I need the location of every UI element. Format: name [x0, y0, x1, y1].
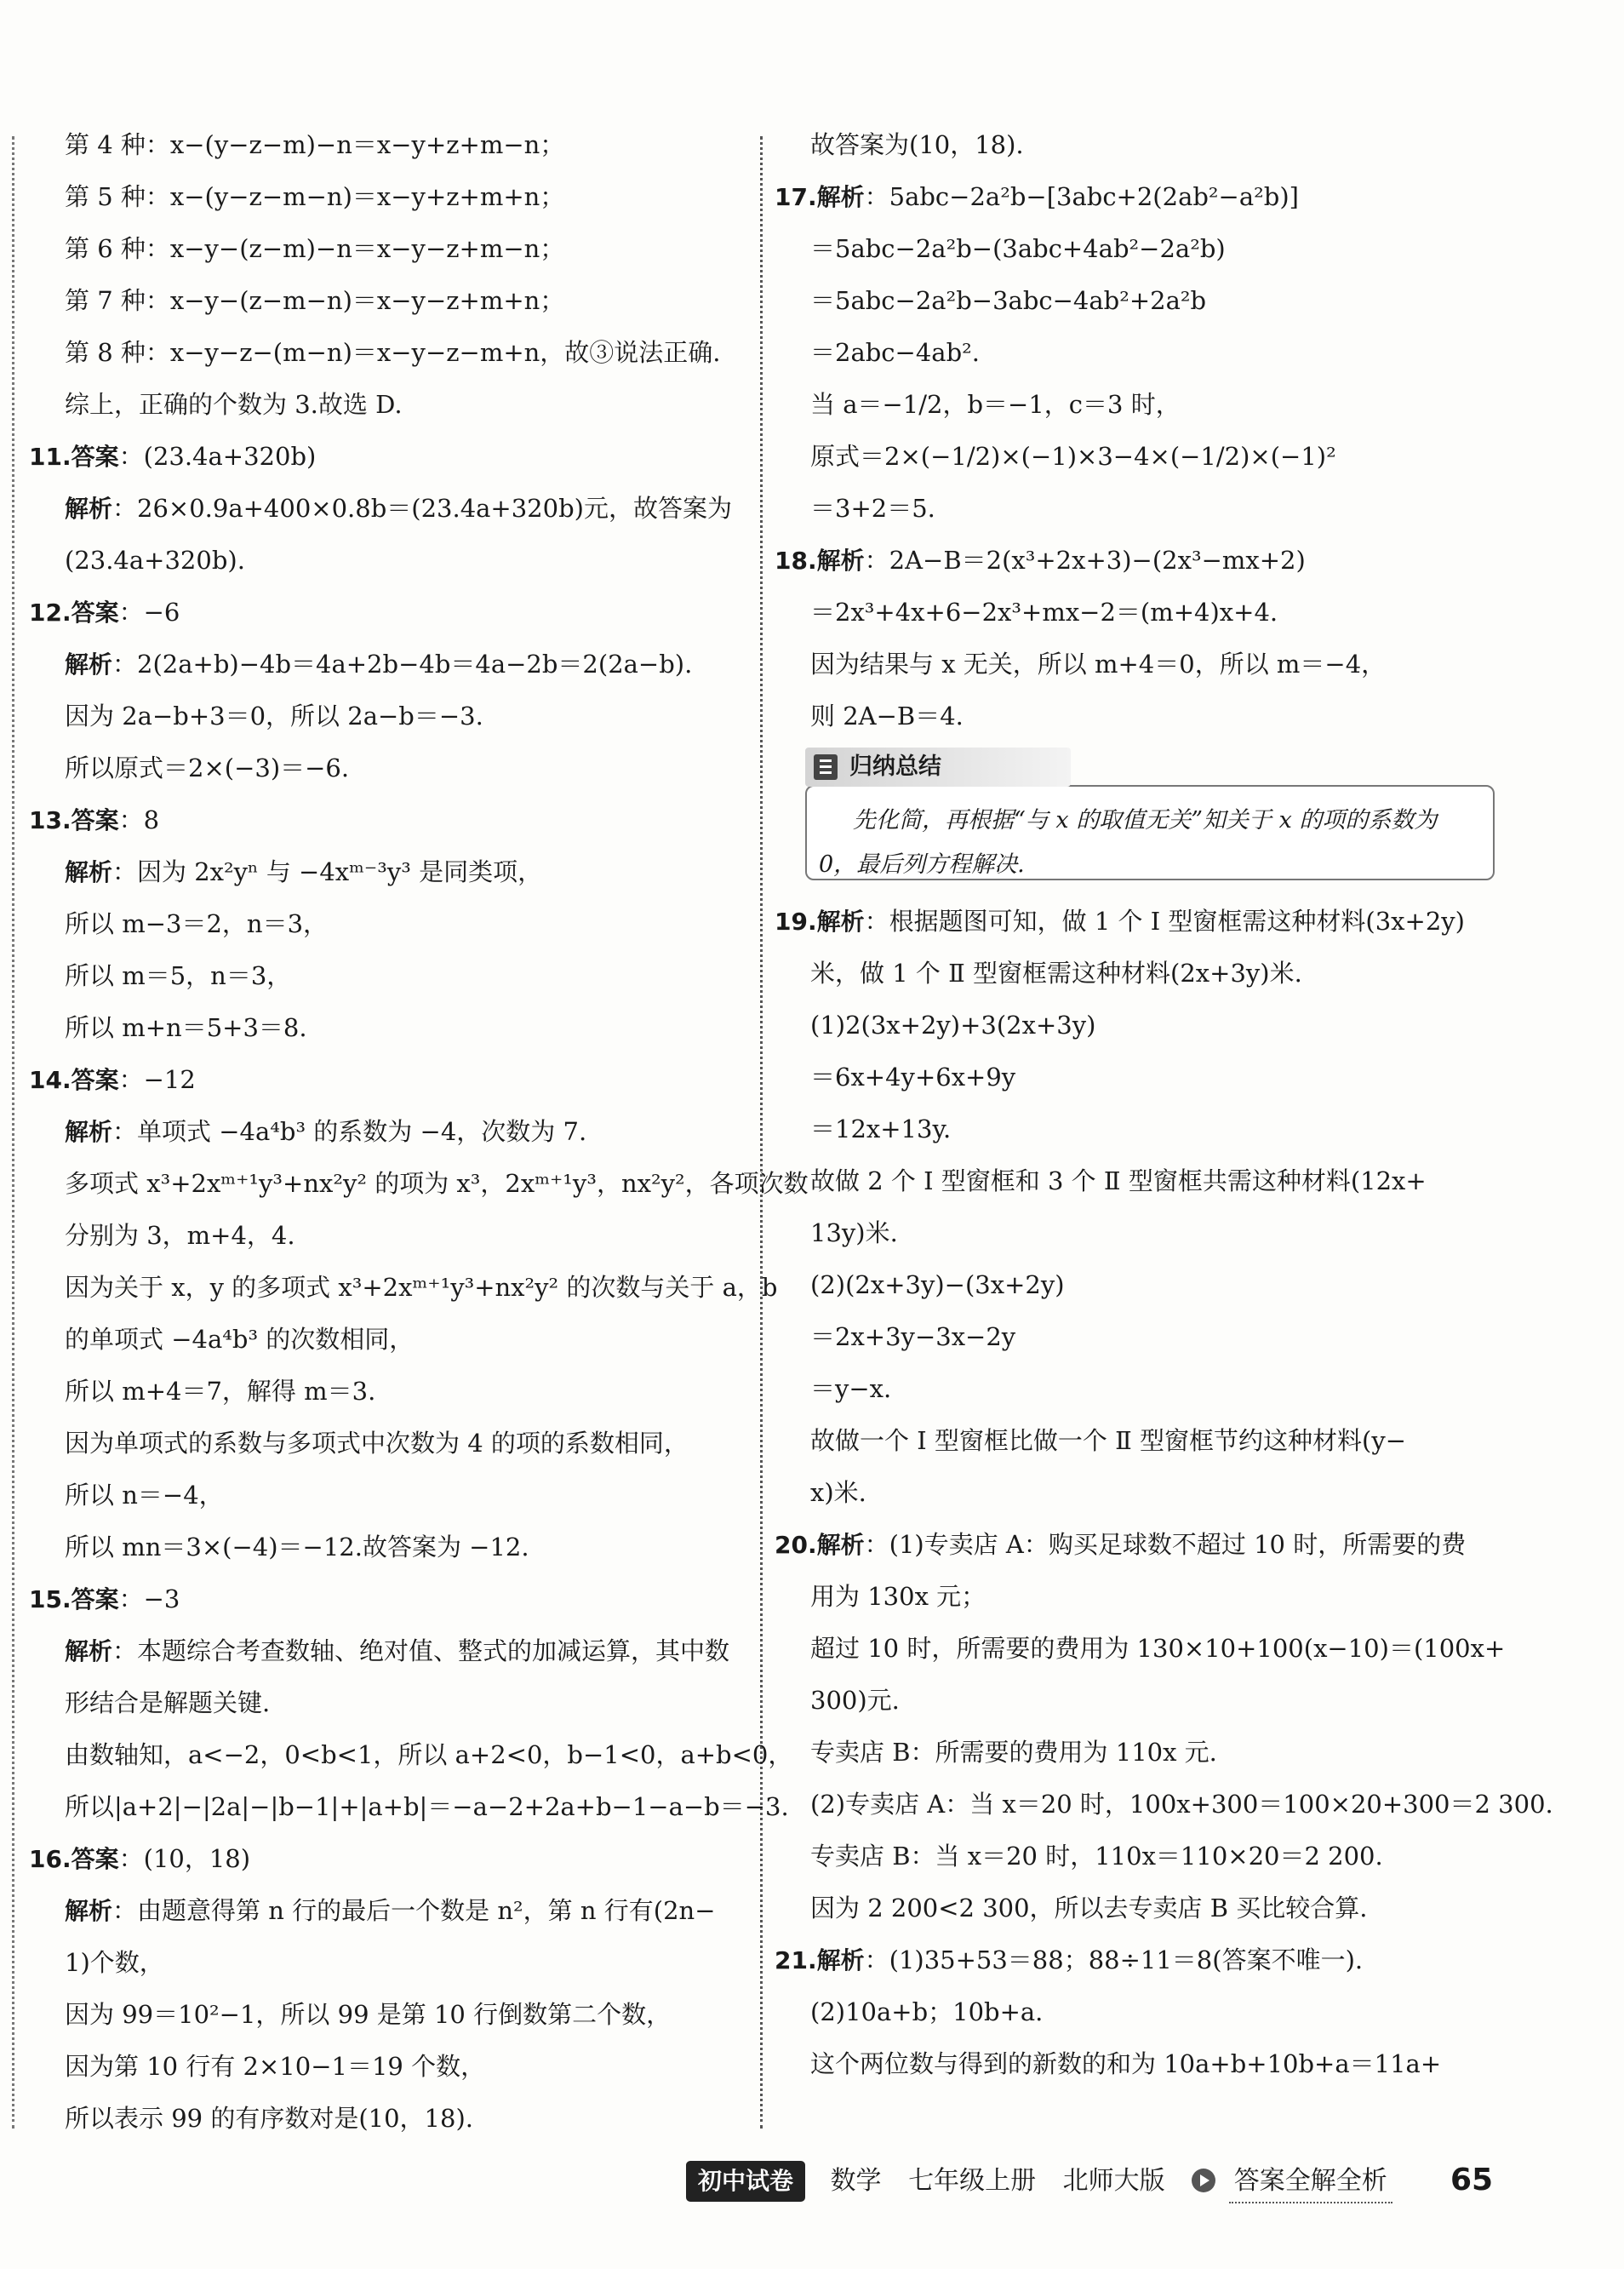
line-text: 故做一个 Ⅰ 型窗框比做一个 Ⅱ 型窗框节约这种材料(y−	[810, 1426, 1407, 1455]
right-a-line	[775, 587, 1490, 639]
right-a-line	[775, 275, 1490, 327]
page-number: 65	[1450, 2163, 1494, 2197]
left-line	[29, 1210, 752, 1262]
left-line	[29, 950, 752, 1002]
left-line	[29, 1937, 752, 1989]
line-text: ：2(2a+b)−4b＝4a+2b−4b＝4a−2b＝2(2a−b).	[112, 650, 693, 679]
right-b-line	[775, 1623, 1506, 1675]
answer-label: 答案	[71, 443, 119, 471]
left-line	[29, 2041, 752, 2093]
line-text: ＝2x+3y−3x−2y	[810, 1322, 1016, 1351]
play-arrow-icon	[1192, 2169, 1215, 2192]
right-b-line	[775, 948, 1490, 1000]
line-text: x)米.	[810, 1478, 866, 1507]
line-text: 专卖店 B：当 x＝20 时，110x＝110×20＝2 200.	[810, 1842, 1383, 1871]
left-line	[29, 1885, 752, 1937]
right-b-line	[775, 896, 1490, 948]
right-column	[775, 119, 1553, 2090]
line-text: ：(10，18)	[118, 1844, 251, 1873]
line-text: ：(1)专卖店 A：购买足球数不超过 10 时，所需要的费	[864, 1530, 1467, 1559]
line-text: (2)(2x+3y)−(3x+2y)	[810, 1270, 1065, 1299]
line-text: ：5abc−2a²b−[3abc+2(2ab²−a²b)]	[864, 182, 1299, 211]
left-line	[29, 742, 752, 794]
question-number: 11.	[29, 443, 71, 471]
right-b-line	[775, 1415, 1490, 1467]
line-text: 第 4 种：x−(y−z−m)−n＝x−y+z+m−n；	[65, 130, 565, 159]
right-a-line	[775, 171, 1490, 223]
left-line	[29, 1573, 752, 1625]
footer-tag: 答案全解全析	[1229, 2161, 1392, 2203]
right-b-line	[775, 1103, 1490, 1155]
right-a-line	[775, 690, 1490, 742]
right-a-line	[775, 223, 1490, 275]
left-line	[29, 327, 752, 379]
left-line	[29, 1781, 789, 1833]
line-text: 因为 2 200<2 300，所以去专卖店 B 买比较合算.	[810, 1894, 1368, 1922]
left-line	[29, 1470, 752, 1521]
answer-label: 解析	[816, 183, 865, 211]
question-number: 19.	[775, 908, 817, 936]
line-text: 300)元.	[810, 1686, 900, 1715]
answer-label: 答案	[71, 1585, 119, 1613]
line-text: 米，做 1 个 Ⅱ 型窗框需这种材料(2x+3y)米.	[810, 959, 1302, 988]
right-b-line	[775, 1727, 1490, 1779]
left-line	[29, 1833, 752, 1885]
left-line	[29, 1054, 752, 1106]
question-number: 15.	[29, 1585, 71, 1613]
line-text: 所以|a+2|−|2a|−|b−1|+|a+b|＝−a−2+2a+b−1−a−b＝−3.	[65, 1792, 789, 1821]
left-edge-dotted-line	[12, 136, 14, 2129]
line-text: 因为关于 x，y 的多项式 x³+2xᵐ⁺¹y³+nx²y² 的次数与关于 a，b	[65, 1273, 778, 1302]
line-text: 所以 m−3＝2，n＝3，	[65, 909, 329, 938]
page-footer	[686, 2161, 1486, 2202]
right-b-line	[775, 1934, 1490, 1986]
question-number: 18.	[775, 547, 817, 575]
left-line	[29, 1729, 793, 1781]
summary-line-1: 先化简，再根据“与 x 的取值无关”知关于 x 的项的系数为	[853, 807, 1438, 834]
right-a-line	[775, 431, 1490, 483]
right-a-line	[775, 119, 1490, 171]
answer-label: 答案	[71, 599, 119, 627]
line-text: 因为 99＝10²−1，所以 99 是第 10 行倒数第二个数，	[65, 2000, 672, 2029]
line-text: 超过 10 时，所需要的费用为 130×10+100(x−10)＝(100x+	[810, 1634, 1506, 1663]
line-text: 故做 2 个 Ⅰ 型窗框和 3 个 Ⅱ 型窗框共需这种材料(12x+	[810, 1166, 1427, 1195]
answer-label: 解析	[65, 1897, 113, 1925]
right-b-line	[775, 1831, 1490, 1882]
line-text: (1)2(3x+2y)+3(2x+3y)	[810, 1011, 1096, 1040]
right-b-line	[775, 1986, 1490, 2038]
left-line	[29, 379, 752, 431]
line-text: 专卖店 B：所需要的费用为 110x 元.	[810, 1738, 1217, 1767]
line-text: ＝y−x.	[810, 1374, 892, 1403]
footer-subject: 数学	[830, 2166, 882, 2196]
line-text: 原式＝2×(−1/2)×(−1)×3−4×(−1/2)×(−1)²	[810, 442, 1336, 471]
line-text: 用为 130x 元；	[810, 1582, 986, 1611]
summary-line-2: 0，最后列方程解决.	[819, 851, 1025, 878]
line-text: ＝2abc−4ab².	[810, 338, 980, 367]
line-text: 故答案为(10，18).	[810, 130, 1024, 159]
answer-label: 解析	[65, 495, 113, 523]
summary-box	[805, 748, 1495, 884]
line-text: ：单项式 −4a⁴b³ 的系数为 −4，次数为 7.	[112, 1117, 587, 1146]
line-text: ：由题意得第 n 行的最后一个数是 n²，第 n 行有(2n−	[112, 1896, 716, 1925]
answer-label: 解析	[65, 1118, 113, 1146]
answer-label: 解析	[65, 650, 113, 679]
line-text: 第 6 种：x−y−(z−m)−n＝x−y−z+m−n；	[65, 234, 565, 263]
line-text: 因为第 10 行有 2×10−1＝19 个数，	[65, 2052, 486, 2081]
line-text: ：26×0.9a+400×0.8b＝(23.4a+320b)元，故答案为	[112, 494, 732, 523]
answer-label: 解析	[816, 908, 865, 936]
line-text: 由数轴知，a<−2，0<b<1，所以 a+2<0，b−1<0，a+b<0，	[65, 1740, 793, 1769]
answer-label: 解析	[65, 858, 113, 886]
left-line	[29, 1314, 752, 1366]
summary-title-text: 归纳总结	[849, 753, 941, 780]
right-b-line	[775, 1000, 1490, 1051]
left-line	[29, 1625, 752, 1677]
line-text: 因为结果与 x 无关，所以 m+4＝0，所以 m＝−4，	[810, 650, 1387, 679]
line-text: ：2A−B＝2(x³+2x+3)−(2x³−mx+2)	[864, 546, 1306, 575]
line-text: 这个两位数与得到的新数的和为 10a+b+10b+a＝11a+	[810, 2049, 1442, 2078]
question-number: 16.	[29, 1845, 71, 1873]
left-line	[29, 171, 752, 223]
right-b-line	[775, 1882, 1490, 1934]
line-text: 13y)米.	[810, 1218, 898, 1247]
left-line	[29, 1366, 752, 1418]
left-line	[29, 690, 752, 742]
line-text: ＝5abc−2a²b−(3abc+4ab²−2a²b)	[810, 234, 1226, 263]
left-line	[29, 1989, 752, 2041]
right-b-line	[775, 1467, 1490, 1519]
line-text: ＝5abc−2a²b−3abc−4ab²+2a²b	[810, 286, 1207, 315]
line-text: ：根据题图可知，做 1 个 Ⅰ 型窗框需这种材料(3x+2y)	[864, 907, 1465, 936]
line-text: 第 8 种：x−y−z−(m−n)＝x−y−z−m+n，故③说法正确.	[65, 338, 721, 367]
question-number: 13.	[29, 806, 71, 834]
line-text: 所以 m+n＝5+3＝8.	[65, 1013, 307, 1042]
line-text: 所以 m＝5，n＝3，	[65, 961, 292, 990]
right-column-part-a	[775, 119, 1490, 742]
left-line	[29, 483, 752, 535]
line-text: ：−6	[118, 598, 180, 627]
right-a-line	[775, 535, 1490, 587]
line-text: ＝12x+13y.	[810, 1114, 952, 1143]
left-line	[29, 587, 752, 639]
left-line	[29, 898, 752, 950]
line-text: ：因为 2x²yⁿ 与 −4xᵐ⁻³y³ 是同类项，	[112, 857, 543, 886]
right-b-line	[775, 1363, 1490, 1415]
line-text: 所以原式＝2×(−3)＝−6.	[65, 753, 350, 782]
left-line	[29, 1002, 752, 1054]
right-b-line	[775, 2038, 1490, 2090]
line-text: 多项式 x³+2xᵐ⁺¹y³+nx²y² 的项为 x³，2xᵐ⁺¹y³，nx²y²，各项次数	[65, 1169, 809, 1198]
answer-label: 答案	[71, 1845, 119, 1873]
left-line	[29, 1677, 752, 1729]
right-b-line	[775, 1779, 1553, 1831]
answer-label: 答案	[71, 1066, 119, 1094]
left-line	[29, 1418, 752, 1470]
question-number: 12.	[29, 599, 71, 627]
line-text: 因为单项式的系数与多项式中次数为 4 的项的系数相同，	[65, 1429, 689, 1458]
line-text: ：−3	[118, 1584, 180, 1613]
line-text: ＝2x³+4x+6−2x³+mx−2＝(m+4)x+4.	[810, 598, 1278, 627]
answer-label: 解析	[816, 1531, 865, 1559]
right-a-line	[775, 379, 1490, 431]
question-number: 21.	[775, 1946, 817, 1974]
line-text: ：(1)35+53＝88；88÷11＝8(答案不唯一).	[864, 1945, 1364, 1974]
line-text: (23.4a+320b).	[65, 546, 245, 575]
left-line	[29, 639, 752, 690]
line-text: 则 2A−B＝4.	[810, 702, 964, 731]
line-text: 综上，正确的个数为 3.故选 D.	[65, 390, 403, 419]
footer-brand: 初中试卷	[686, 2161, 805, 2202]
right-b-line	[775, 1051, 1490, 1103]
question-number: 14.	[29, 1066, 71, 1094]
line-text: (2)专卖店 A：当 x＝20 时，100x+300＝100×20+300＝2 300.	[810, 1790, 1553, 1819]
question-number: 20.	[775, 1531, 817, 1559]
line-text: ：(23.4a+320b)	[118, 442, 317, 471]
right-b-line	[775, 1311, 1490, 1363]
left-line	[29, 223, 752, 275]
line-text: ＝3+2＝5.	[810, 494, 935, 523]
answer-label: 解析	[816, 547, 865, 575]
line-text: (2)10a+b；10b+a.	[810, 1997, 1044, 2026]
line-text: ：−12	[118, 1065, 196, 1094]
left-line	[29, 2093, 752, 2145]
line-text: 分别为 3，m+4，4.	[65, 1221, 295, 1250]
line-text: ＝6x+4y+6x+9y	[810, 1063, 1016, 1092]
left-line	[29, 119, 752, 171]
line-text: 第 5 种：x−(y−z−m−n)＝x−y+z+m+n；	[65, 182, 565, 211]
left-line	[29, 535, 752, 587]
right-a-line	[775, 639, 1490, 690]
right-b-line	[775, 1207, 1490, 1259]
notebook-icon	[814, 754, 838, 780]
right-b-line	[775, 1571, 1490, 1623]
question-number: 17.	[775, 183, 817, 211]
left-line	[29, 1158, 809, 1210]
answer-label: 解析	[816, 1946, 865, 1974]
line-text: 所以 m+4＝7，解得 m＝3.	[65, 1377, 376, 1406]
footer-edition: 北师大版	[1062, 2166, 1165, 2196]
right-a-line	[775, 483, 1490, 535]
left-line	[29, 1262, 778, 1314]
left-line	[29, 846, 752, 898]
line-text: 所以 mn＝3×(−4)＝−12.故答案为 −12.	[65, 1533, 529, 1561]
left-line	[29, 794, 752, 846]
left-line	[29, 431, 752, 483]
line-text: 的单项式 −4a⁴b³ 的次数相同，	[65, 1325, 415, 1354]
answer-label: 答案	[71, 806, 119, 834]
line-text: 所以 n＝−4，	[65, 1481, 224, 1510]
line-text: 1)个数，	[65, 1948, 164, 1977]
line-text: 所以表示 99 的有序数对是(10，18).	[65, 2104, 473, 2133]
line-text: 因为 2a−b+3＝0，所以 2a−b＝−3.	[65, 702, 483, 731]
right-a-line	[775, 327, 1490, 379]
right-column-part-b	[775, 896, 1553, 2090]
summary-body	[805, 785, 1495, 880]
answer-label: 解析	[65, 1637, 113, 1665]
left-line	[29, 1521, 752, 1573]
left-line	[29, 1106, 752, 1158]
right-b-line	[775, 1675, 1490, 1727]
right-b-line	[775, 1155, 1490, 1207]
summary-title	[805, 748, 1071, 787]
line-text: ：8	[118, 805, 160, 834]
right-b-line	[775, 1519, 1490, 1571]
left-line	[29, 275, 752, 327]
line-text: 第 7 种：x−y−(z−m−n)＝x−y−z+m+n；	[65, 286, 565, 315]
line-text: 形结合是解题关键.	[65, 1688, 271, 1717]
line-text: 当 a＝−1/2，b＝−1，c＝3 时，	[810, 390, 1181, 419]
footer-grade: 七年级上册	[908, 2166, 1037, 2196]
line-text: ：本题综合考查数轴、绝对值、整式的加减运算，其中数	[112, 1636, 730, 1665]
right-b-line	[775, 1259, 1490, 1311]
